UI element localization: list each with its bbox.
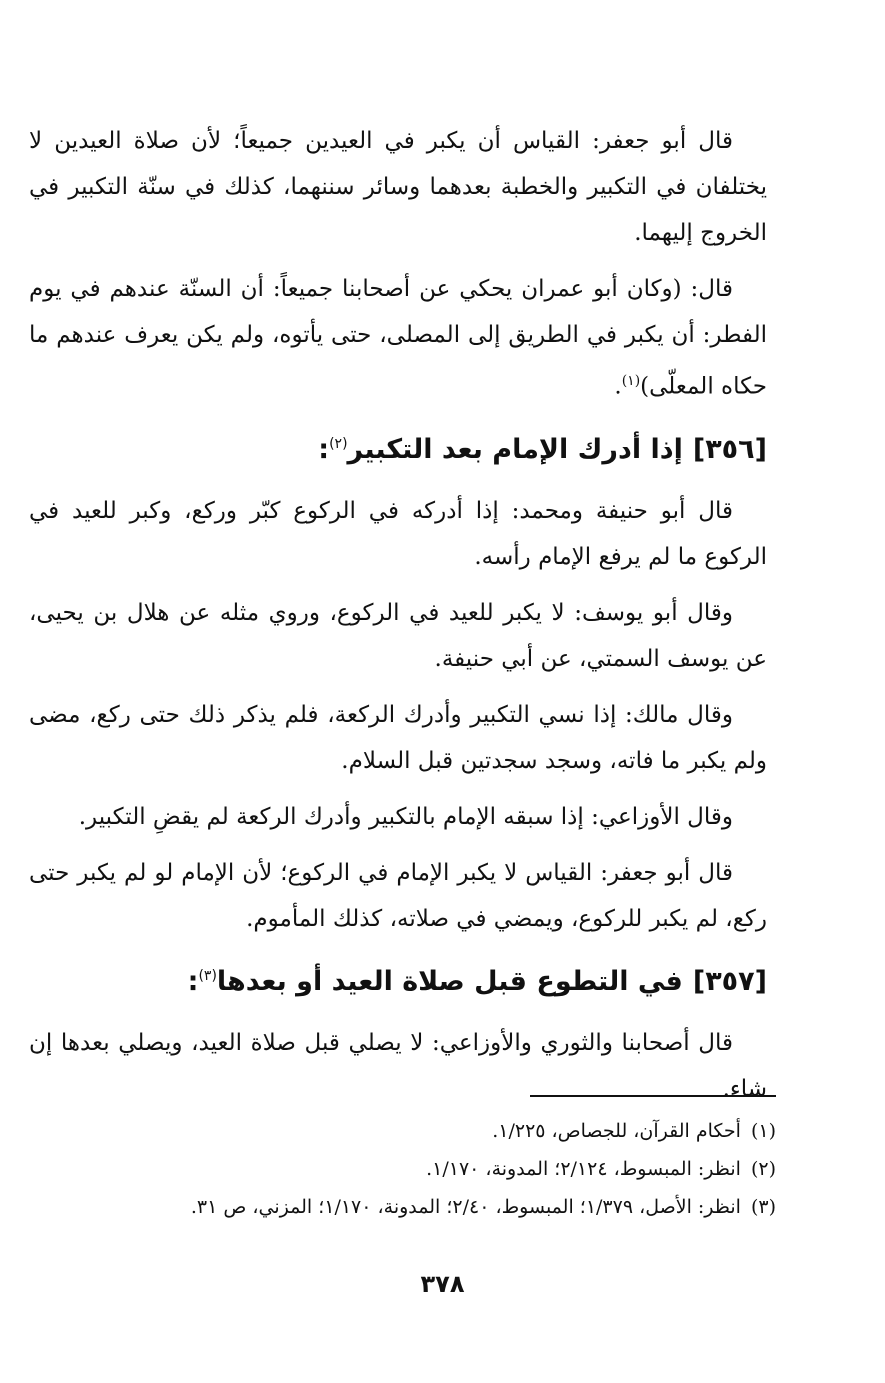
footnotes bbox=[16, 1112, 776, 1226]
section-number: [٣٥٧] bbox=[692, 965, 767, 997]
section-heading-357 bbox=[29, 952, 767, 1006]
paragraph-ashabuna: قال أصحابنا والثوري والأوزاعي: لا يصلي قبل صلاة العيد، ويصلي بعدها إن شاء. bbox=[29, 1029, 767, 1102]
footnote-3 bbox=[16, 1188, 776, 1226]
footnote-number: (٣) bbox=[750, 1196, 776, 1218]
footnote-number: (١) bbox=[750, 1120, 776, 1142]
heading-colon: : bbox=[187, 965, 199, 997]
footnote-number: (٢) bbox=[750, 1158, 776, 1180]
paragraph-abu-jafar-conclusion: قال أبو جعفر: القياس لا يكبر الإمام في الركوع؛ لأن الإمام لو لم يكبر حتى ركع، لم يكبر للركوع، ويمضي في صلاته، كذلك المأموم. bbox=[29, 859, 767, 932]
paragraph-text: قال: (وكان أبو عمران يحكي عن أصحابنا جميعاً: أن السنّة عندهم في يوم الفطر: أن يكبر في الطريق إلى المصلى، حتى يأتوه، ولم يكن يعرف عندهم ما حكاه المعلّى) bbox=[29, 276, 767, 400]
paragraph-awzai: وقال الأوزاعي: إذا سبقه الإمام بالتكبير وأدرك الركعة لم يقضِ التكبير. bbox=[78, 803, 733, 830]
footnote-ref-1[interactable]: (١) bbox=[621, 373, 641, 389]
section-number: [٣٥٦] bbox=[692, 433, 767, 465]
footnote-text: انظر: الأصل، ١/٣٧٩؛ المبسوط، ٢/٤٠؛ المدونة، ١/١٧٠؛ المزني، ص ٣١. bbox=[190, 1196, 741, 1218]
section-title: إذا أدرك الإمام بعد التكبير bbox=[347, 433, 683, 465]
footnote-2 bbox=[16, 1150, 776, 1188]
paragraph-end: . bbox=[614, 373, 622, 400]
footnote-1 bbox=[16, 1112, 776, 1150]
heading-colon: : bbox=[318, 433, 330, 465]
paragraph-abu-yusuf: وقال أبو يوسف: لا يكبر للعيد في الركوع، وروي مثله عن هلال بن يحيى، عن يوسف السمتي، عن أبي حنيفة. bbox=[29, 599, 767, 672]
footnote-ref-3[interactable]: (٣) bbox=[198, 967, 217, 984]
paragraph-abu-jafar-qiyas: قال أبو جعفر: القياس أن يكبر في العيدين جميعاً؛ لأن صلاة العيدين لا يختلفان في التكبير والخطبة بعدهما وسائر سننهما، كذلك في سنّة التكبير في الخروج إليهما. bbox=[29, 128, 767, 246]
footnote-text: انظر: المبسوط، ٢/١٢٤؛ المدونة، ١/١٧٠. bbox=[426, 1158, 741, 1180]
paragraph-malik: وقال مالك: إذا نسي التكبير وأدرك الركعة، فلم يذكر ذلك حتى ركع، مضى ولم يكبر ما فاته، وسجد سجدتين قبل السلام. bbox=[29, 701, 767, 774]
section-heading-356 bbox=[29, 420, 767, 474]
page-number: ٣٧٨ bbox=[420, 1270, 465, 1298]
paragraph-abu-imran bbox=[29, 266, 767, 410]
paragraph-abu-hanifa: قال أبو حنيفة ومحمد: إذا أدركه في الركوع كبّر وركع، وكبر للعيد في الركوع ما لم يرفع الإمام رأسه. bbox=[29, 497, 767, 570]
section-title: في التطوع قبل صلاة العيد أو بعدها bbox=[216, 965, 683, 997]
page-body bbox=[29, 118, 767, 1122]
footnote-ref-2[interactable]: (٢) bbox=[329, 435, 348, 452]
footnote-divider bbox=[530, 1095, 776, 1097]
footnote-text: أحكام القرآن، للجصاص، ١/٢٢٥. bbox=[492, 1120, 741, 1142]
